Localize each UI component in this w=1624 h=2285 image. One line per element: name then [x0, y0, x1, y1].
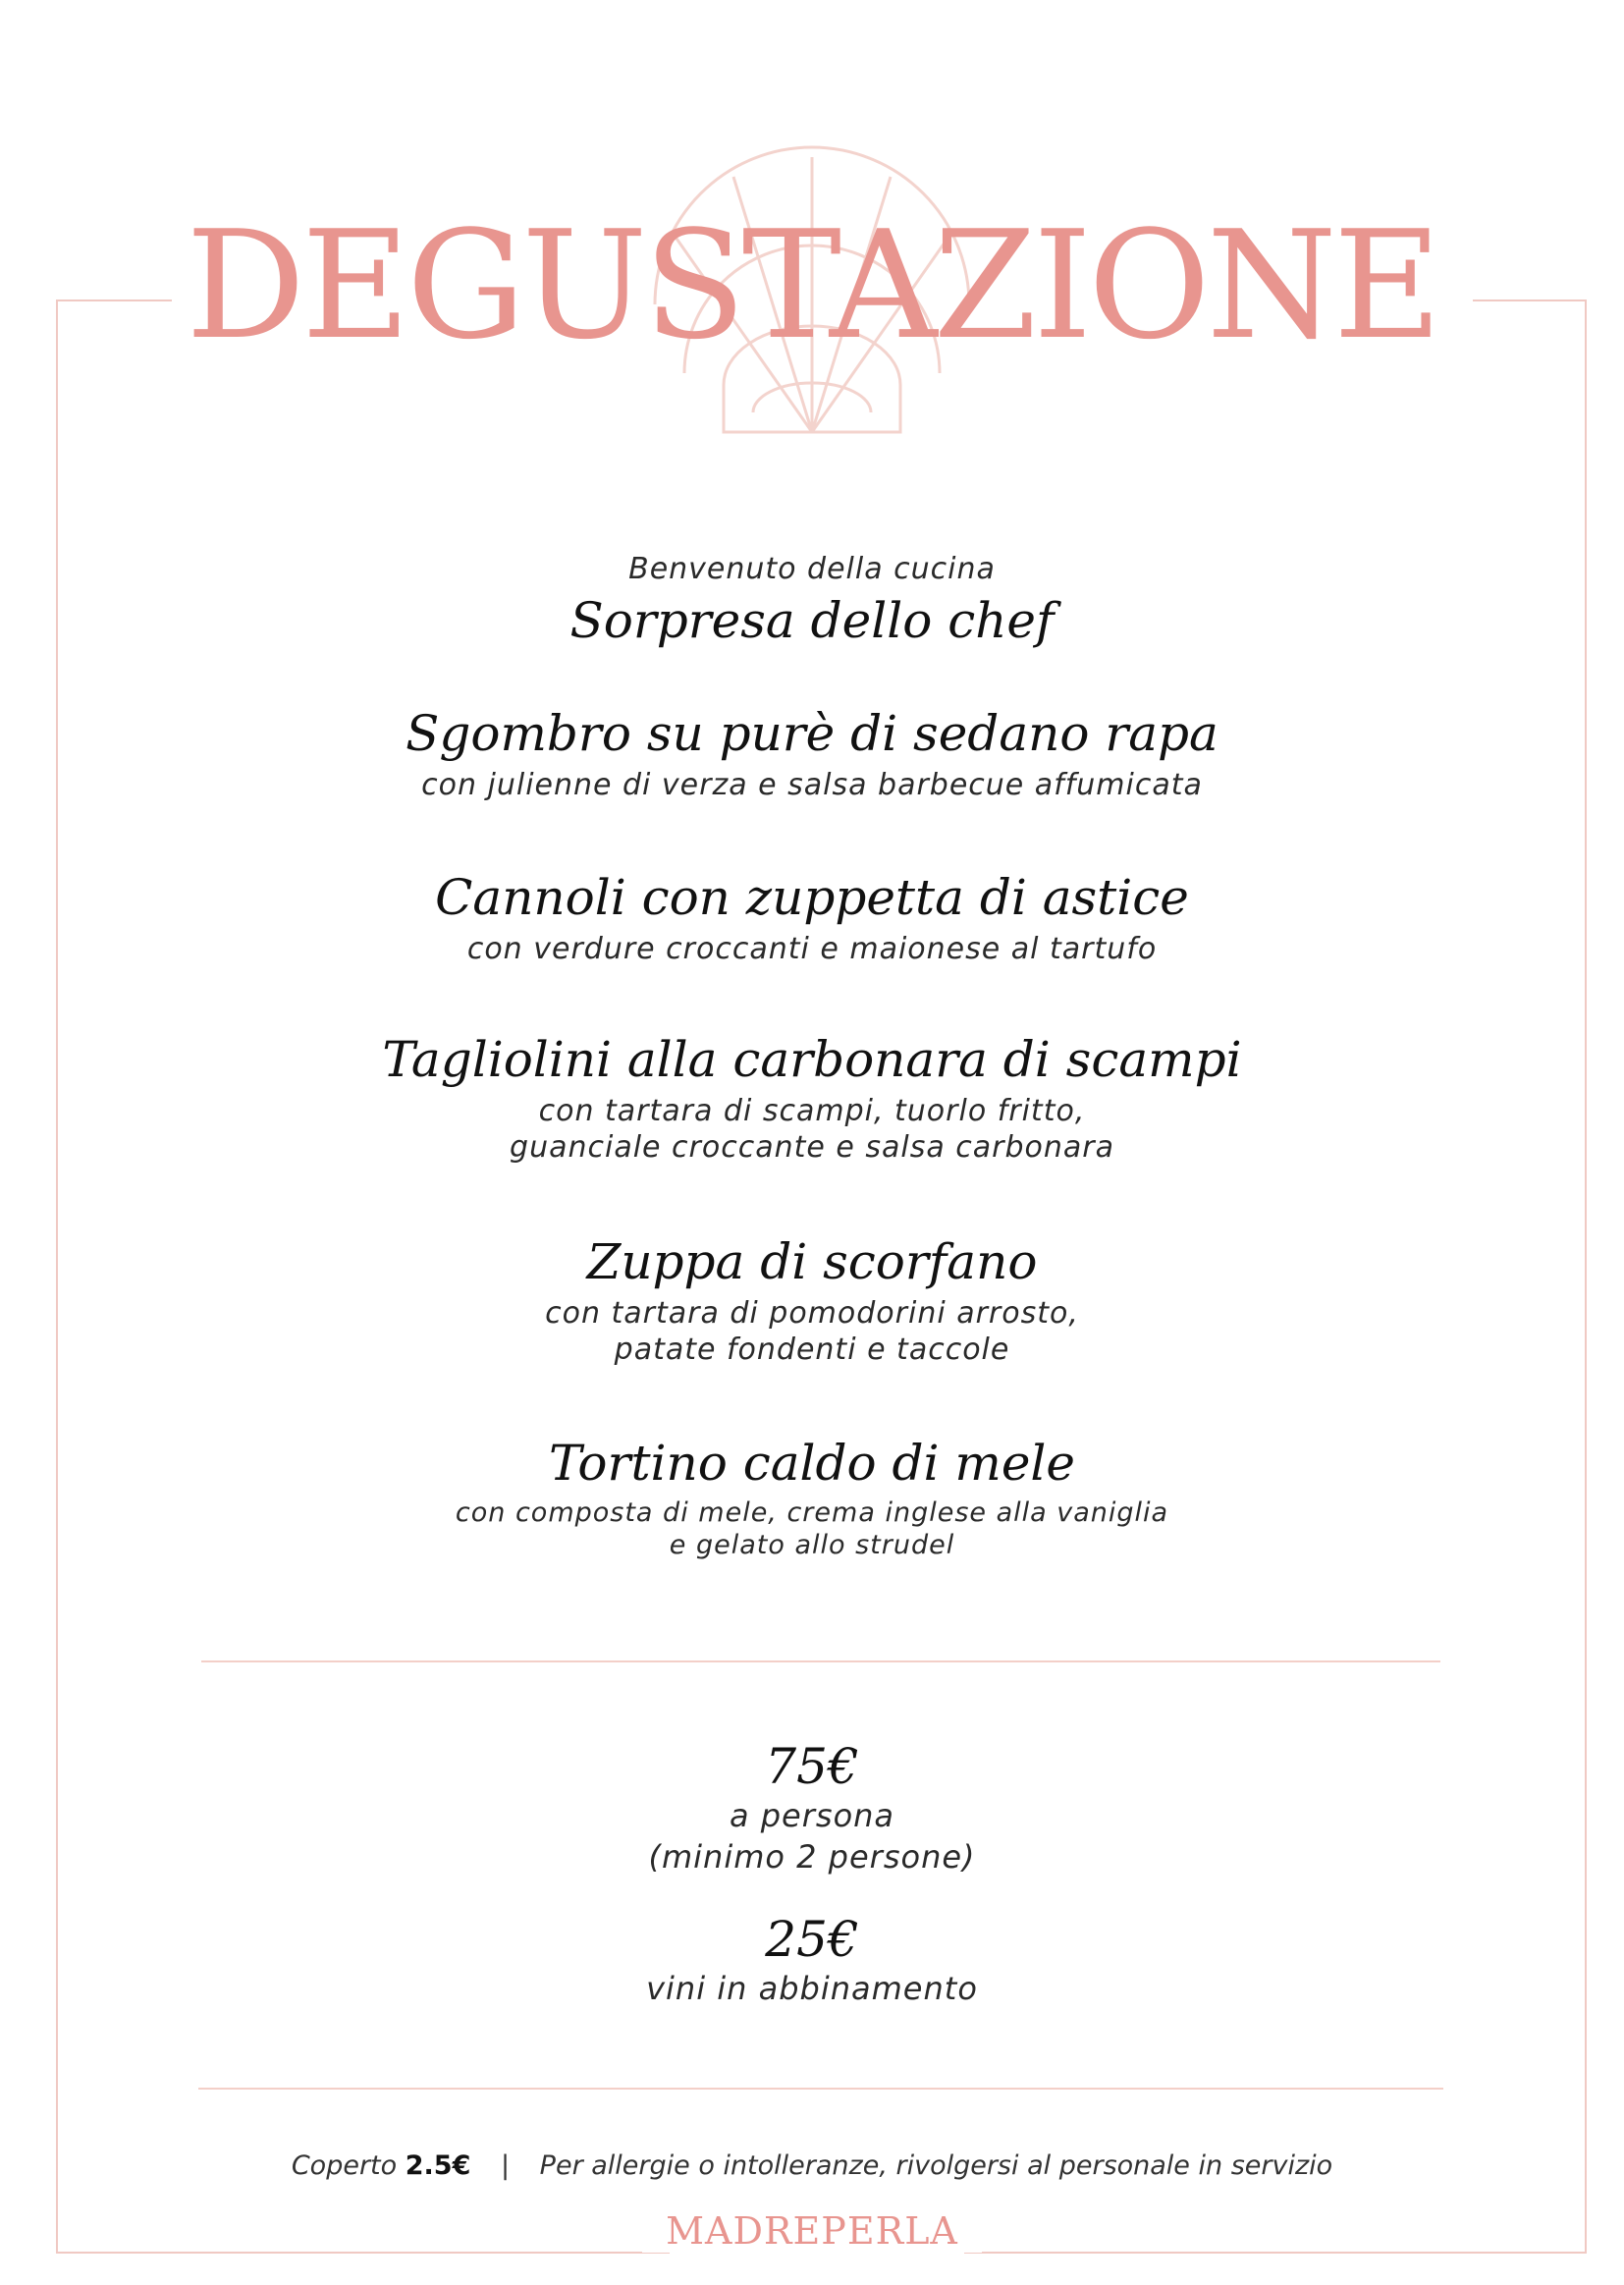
wine-price: 25€	[765, 1911, 859, 1968]
wine-price-label: vini in abbinamento	[646, 1970, 978, 2007]
page-title: DEGUSTAZIONE	[186, 198, 1438, 372]
coperto-price: 2.5€	[405, 2150, 471, 2181]
divider-line	[198, 2088, 1443, 2090]
wine-price-block	[0, 1911, 1624, 2007]
menu-price: 75€	[765, 1738, 859, 1795]
allergy-note: Per allergie o intolleranze, rivolgersi al personale in servizio	[539, 2150, 1333, 2181]
dish-name: Tagliolini alla carbonara di scampi	[382, 1031, 1242, 1088]
dish-item	[0, 1031, 1624, 1165]
dish-name: Zuppa di scorfano	[586, 1233, 1038, 1290]
dish-description-line2: e gelato allo strudel	[669, 1530, 955, 1560]
welcome-dish-name: Sorpresa dello chef	[569, 592, 1055, 649]
dish-description: con verdure croccanti e maionese al tartufo	[466, 932, 1158, 966]
footer-divider: |	[500, 2150, 511, 2181]
dish-description: con tartara di scampi, tuorlo fritto,	[538, 1094, 1086, 1128]
brand-footer	[0, 2209, 1624, 2253]
coperto-label: Coperto	[291, 2150, 398, 2181]
dish-item	[0, 1233, 1624, 1367]
menu-price-minimum: (minimo 2 persone)	[648, 1838, 976, 1876]
dish-item	[0, 1435, 1624, 1560]
dish-name: Sgombro su purè di sedano rapa	[406, 705, 1218, 762]
footer-note	[0, 2150, 1624, 2181]
dish-item	[0, 869, 1624, 966]
dish-name: Tortino caldo di mele	[548, 1435, 1076, 1492]
welcome-caption: Benvenuto della cucina	[628, 552, 996, 586]
menu-price-unit: a persona	[729, 1797, 895, 1834]
menu-price-block	[0, 1738, 1624, 1876]
brand-name: MADREPERLA	[642, 2209, 982, 2253]
dish-item	[0, 705, 1624, 802]
dish-name: Cannoli con zuppetta di astice	[435, 869, 1189, 926]
welcome-section	[0, 552, 1624, 649]
dish-description: con composta di mele, crema inglese alla vaniglia	[455, 1497, 1169, 1528]
dish-description: con julienne di verza e salsa barbecue affumicata	[421, 768, 1203, 802]
dish-description-line2: guanciale croccante e salsa carbonara	[510, 1130, 1114, 1165]
header	[0, 128, 1624, 452]
dish-description: con tartara di pomodorini arrosto,	[545, 1296, 1079, 1331]
dish-description-line2: patate fondenti e taccole	[614, 1333, 1010, 1367]
divider-line	[201, 1660, 1440, 1662]
